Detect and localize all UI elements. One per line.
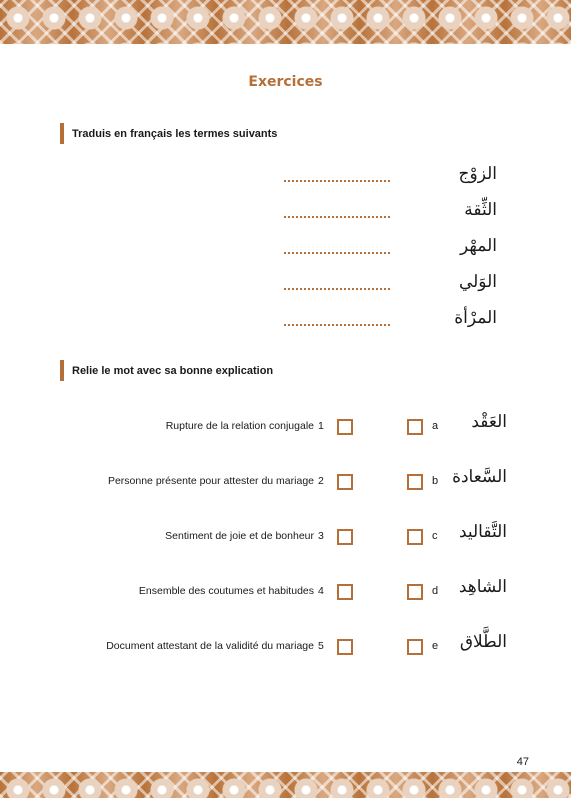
- vocab-term: الثِّقة: [464, 200, 497, 220]
- vocab-row: [0, 164, 571, 194]
- vocab-row: [0, 272, 571, 302]
- definition-checkbox[interactable]: [337, 474, 353, 490]
- definition-number: 5: [318, 640, 324, 652]
- definition-checkbox[interactable]: [337, 419, 353, 435]
- word-letter: a: [432, 420, 439, 432]
- definition-number: 4: [318, 585, 324, 597]
- definition-text: Rupture de la relation conjugale: [165, 420, 314, 432]
- definition-number: 2: [318, 475, 324, 487]
- word-checkbox[interactable]: [407, 584, 423, 600]
- section-heading-match: [60, 360, 273, 381]
- definition-number: 1: [318, 420, 324, 432]
- page-number: 47: [516, 756, 529, 768]
- arabic-word: العَقْد: [471, 412, 507, 432]
- match-row: [0, 577, 571, 605]
- word-checkbox[interactable]: [407, 529, 423, 545]
- answer-blank[interactable]: [284, 288, 390, 290]
- arabic-word: التَّقاليد: [458, 522, 507, 542]
- decorative-header-band: [0, 0, 571, 44]
- arabic-word: الشاهِد: [458, 577, 507, 597]
- match-row: [0, 522, 571, 550]
- word-letter: e: [432, 640, 439, 652]
- vocab-term: المهْر: [460, 236, 497, 256]
- word-letter: d: [432, 585, 439, 597]
- section-heading-translate: [60, 123, 277, 144]
- match-row: [0, 467, 571, 495]
- vocab-term: الزوْج: [458, 164, 497, 184]
- vocab-row: [0, 308, 571, 338]
- answer-blank[interactable]: [284, 216, 390, 218]
- arabic-word: الطَّلاق: [459, 632, 507, 652]
- definition-checkbox[interactable]: [337, 639, 353, 655]
- vocab-term: الوَلي: [458, 272, 497, 292]
- section-heading-text: Relie le mot avec sa bonne explication: [72, 364, 274, 377]
- word-letter: b: [432, 475, 439, 487]
- section-heading-text: Traduis en français les termes suivants: [72, 127, 278, 140]
- definition-text: Sentiment de joie et de bonheur: [165, 530, 314, 542]
- answer-blank[interactable]: [284, 324, 390, 326]
- definition-text: Personne présente pour attester du mariage: [107, 475, 314, 487]
- vocab-term: المرْأة: [454, 308, 497, 328]
- match-row: [0, 412, 571, 440]
- definition-number: 3: [318, 530, 324, 542]
- word-checkbox[interactable]: [407, 639, 423, 655]
- definition-checkbox[interactable]: [337, 529, 353, 545]
- word-letter: c: [432, 530, 438, 542]
- vocab-row: [0, 200, 571, 230]
- section-marker: [60, 360, 64, 381]
- word-checkbox[interactable]: [407, 419, 423, 435]
- definition-text: Ensemble des coutumes et habitudes: [138, 585, 314, 597]
- decorative-footer-band: [0, 772, 571, 798]
- page-title: Exercices: [248, 74, 323, 90]
- arabic-word: السَّعادة: [452, 467, 507, 487]
- definition-text: Document attestant de la validité du mariage: [106, 640, 314, 652]
- answer-blank[interactable]: [284, 252, 390, 254]
- match-row: [0, 632, 571, 660]
- answer-blank[interactable]: [284, 180, 390, 182]
- word-checkbox[interactable]: [407, 474, 423, 490]
- vocab-row: [0, 236, 571, 266]
- section-marker: [60, 123, 64, 144]
- definition-checkbox[interactable]: [337, 584, 353, 600]
